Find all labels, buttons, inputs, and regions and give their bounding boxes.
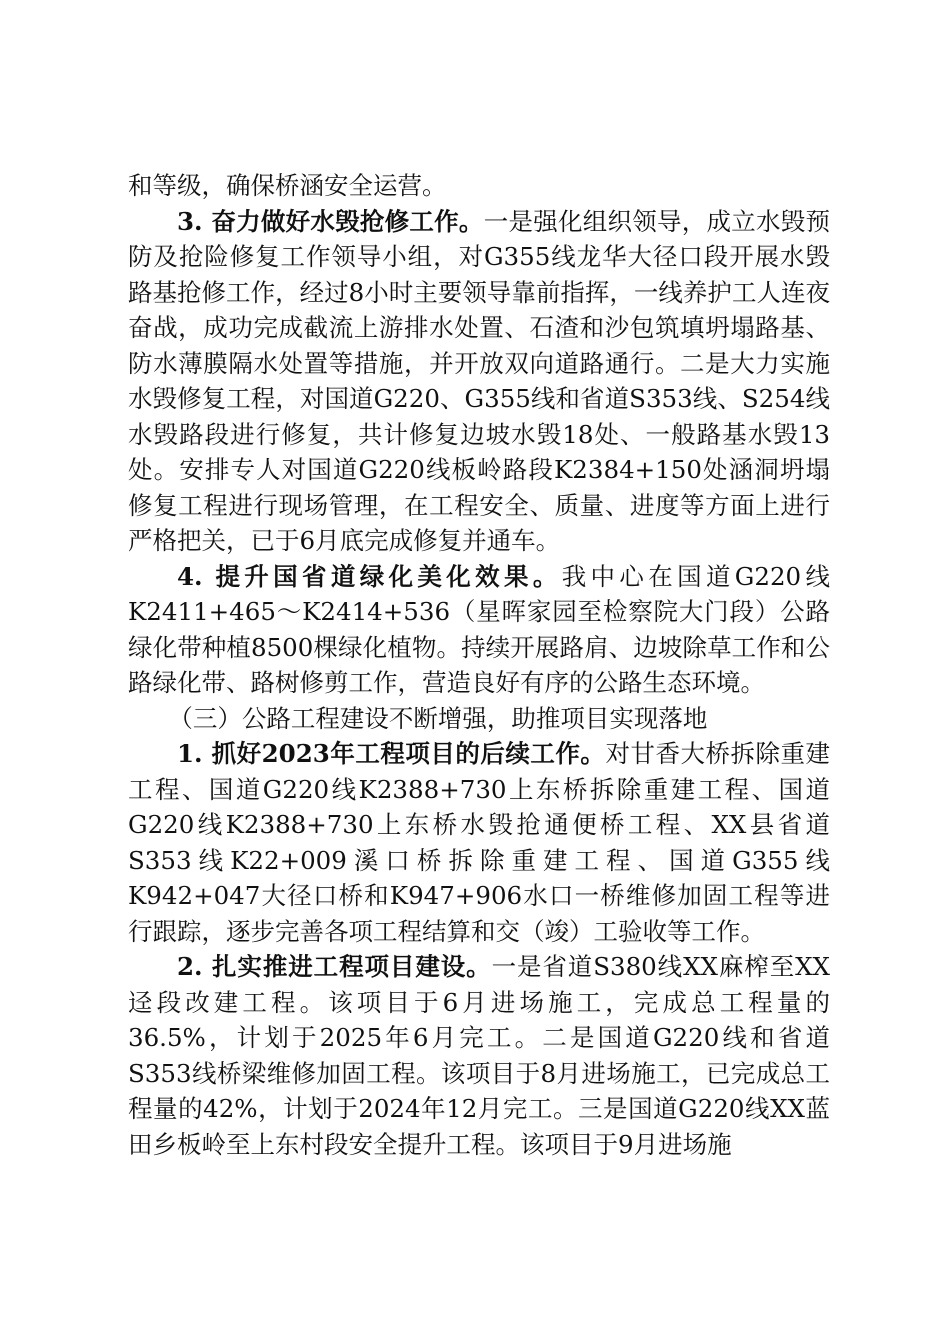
- paragraph-continuation: 和等级，确保桥涵安全运营。: [128, 171, 447, 200]
- paragraph-heading: 3. 奋力做好水毁抢修工作。: [177, 206, 484, 236]
- paragraph-project-construction: [128, 949, 830, 1162]
- paragraph-text: 一是强化组织领导，成立水毁预防及抢险修复工作领导小组，对G355线龙华大径口段开展水毁路基抢修工作，经过8小时主要领导靠前指挥，一线养护工人连夜奋战，成功完成截流上游排水处置、石渣和沙包筑填坍塌路基、防水薄膜隔水处置等措施，并开放双向道路通行。二是大力实施水毁修复工程，对国道G220、G355线和省道S353线、S254线水毁路段进行修复，共计修复边坡水毁18处、一般路基水毁13处。安排专人对国道G220线板岭路段K2384+150处涵洞坍塌修复工程进行现场管理，在工程安全、质量、进度等方面上进行严格把关，已于6月底完成修复并通车。: [128, 206, 831, 555]
- document-body: [128, 168, 830, 1162]
- paragraph-text: 我中心在国道G220线K2411+465～K2414+536（星晖家园至检察院大门段）公路绿化带种植8500棵绿化植物。持续开展路肩、边坡除草工作和公路绿化带、路树修剪工作，营造良好有序的公路生态环境。: [128, 561, 830, 697]
- paragraph-greening: [128, 559, 830, 701]
- paragraph-heading: 1. 抓好2023年工程项目的后续工作。: [177, 739, 606, 768]
- paragraph-heading: 4. 提升国省道绿化美化效果。: [177, 561, 562, 591]
- paragraph-heading: 2. 扎实推进工程项目建设。: [177, 952, 492, 981]
- paragraph-text: 对甘香大桥拆除重建工程、国道G220线K2388+730上东桥拆除重建工程、国道G220线K2388+730上东桥水毁抢通便桥工程、XX县省道S353线K22+009溪口桥拆除重建工程、国道G355线K942+047大径口桥和K947+906水口一桥维修加固工程等进行跟踪，逐步完善各项工程结算和交（竣）工验收等工作。: [128, 739, 831, 946]
- paragraph-text: 一是省道S380线XX麻榨至XX迳段改建工程。该项目于6月进场施工，完成总工程量的36.5%，计划于2025年6月完工。二是国道G220线和省道S353线桥梁维修加固工程。该项目于8月进场施工，已完成总工程量的42%，计划于2024年12月完工。三是国道G220线XX蓝田乡板岭至上东村段安全提升工程。该项目于9月进场施: [128, 952, 830, 1159]
- paragraph-flood-repair: [128, 204, 830, 559]
- section-heading: （三）公路工程建设不断增强，助推项目实现落地: [168, 703, 708, 733]
- paragraph-followup-work: [128, 736, 830, 949]
